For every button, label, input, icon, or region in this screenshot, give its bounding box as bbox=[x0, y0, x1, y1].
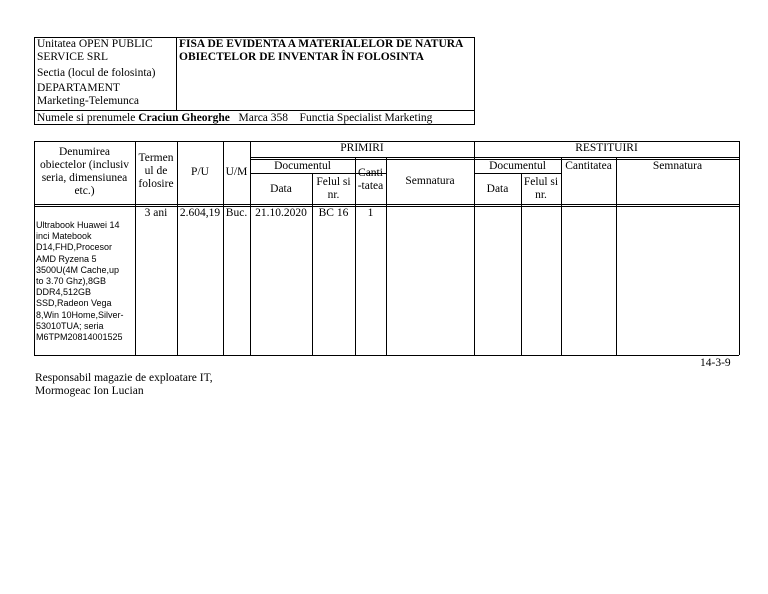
restituiri-data-header: Data bbox=[486, 182, 509, 195]
item-pu: 2.604,19 bbox=[179, 207, 221, 219]
item-termen: 3 ani bbox=[144, 207, 168, 219]
form-title-line1: FISA DE EVIDENTA A MATERIALELOR DE NATURA bbox=[179, 38, 464, 50]
marca-label: Marca bbox=[238, 112, 268, 124]
primiri-felul-header: Felul si nr. bbox=[316, 176, 351, 201]
primiri-data-header: Data bbox=[270, 182, 292, 195]
col-um-header: U/M bbox=[225, 166, 248, 178]
item-cantitate: 1 bbox=[367, 207, 374, 219]
function-value: Specialist Marketing bbox=[336, 112, 433, 124]
employee-name: Craciun Gheorghe bbox=[138, 112, 230, 124]
unit-name-line2: SERVICE SRL bbox=[37, 51, 108, 63]
form-title-line2: OBIECTELOR DE INVENTAR ÎN FOLOSINTA bbox=[179, 51, 424, 63]
page-code: 14-3-9 bbox=[700, 357, 731, 369]
restituiri-cantitatea-header: Cantitatea bbox=[565, 160, 612, 172]
primiri-cantitatea-header: Canti -tatea bbox=[357, 167, 384, 192]
primiri-semnatura-header: Semnatura bbox=[405, 175, 455, 187]
restituiri-header: RESTITUIRI bbox=[575, 142, 638, 154]
restituiri-semnatura-header: Semnatura bbox=[652, 160, 703, 172]
primiri-header: PRIMIRI bbox=[340, 142, 384, 154]
marca-value: 358 bbox=[270, 112, 289, 124]
header-divider bbox=[176, 37, 177, 110]
col-termen-header: Termen ul de folosire bbox=[138, 152, 174, 190]
footer-responsible-role: Responsabil magazie de exploatare IT, bbox=[35, 372, 213, 384]
col-denumirea-header: Denumirea obiectelor (inclusiv seria, dimensiunea etc.) bbox=[39, 146, 130, 197]
department-line2: Marketing-Telemunca bbox=[37, 95, 140, 107]
item-description: Ultrabook Huawei 14 inci Matebook D14,FHD,Procesor AMD Ryzena 5 3500U(4M Cache,up to 3.70 Ghz),8GB DDR4,512GB SSD,Radeon Vega 8,Win 10Home,Silver- 53010TUA; seria M6TPM20814001525 bbox=[36, 220, 124, 343]
item-felul: BC 16 bbox=[318, 207, 349, 219]
employee-line bbox=[37, 112, 432, 125]
name-label: Numele si prenumele bbox=[37, 112, 136, 124]
item-data: 21.10.2020 bbox=[255, 207, 307, 219]
unit-label: Unitatea OPEN PUBLIC bbox=[37, 38, 153, 50]
section-label: Sectia (locul de folosinta) bbox=[37, 67, 156, 79]
item-um: Buc. bbox=[225, 207, 248, 219]
function-label: Functia bbox=[299, 112, 335, 124]
unit-name: OPEN PUBLIC bbox=[78, 38, 153, 50]
restituiri-documentul-header: Documentul bbox=[489, 160, 546, 172]
restituiri-felul-header: Felul si nr. bbox=[523, 176, 559, 201]
header-name-separator bbox=[34, 110, 475, 111]
primiri-documentul-header: Documentul bbox=[274, 160, 331, 172]
footer-responsible-name: Mormogeac Ion Lucian bbox=[35, 385, 144, 397]
department-line1: DEPARTAMENT bbox=[37, 82, 120, 94]
col-pu-header: P/U bbox=[191, 166, 209, 178]
